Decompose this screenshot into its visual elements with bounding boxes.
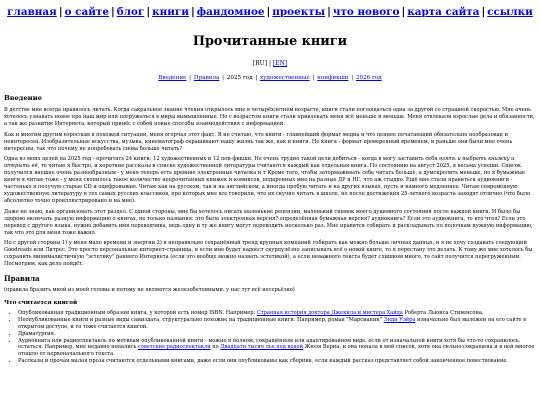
rule-text: по [210,344,221,351]
subnav-separator: | [220,75,226,81]
rule-text: Жюля Верна, и она попала в мой список, хотя она сильно сокращена и в ней многое отошло от первоначального текста. [18,344,535,358]
subnav-link-1[interactable]: Введение [158,75,187,81]
intro-emphasis: взять и выбрать книжку и открыть её [4,156,515,170]
intro-heading: Введение [4,94,42,102]
rule-text: Неопубликованные книги и разные виды самиздата, структурально похожие на традиционные книги. Например, роман "Марсианин" [18,316,384,323]
subnav-separator: | [310,75,317,81]
nav-separator: | [401,6,406,18]
rule-text: Аудиокнига или радиоспектакль по мотивам опубликованной книги - можно в полном, сокращённом или адаптированном виде. если от изначальной книги хотя бы что-то сохранилось. остаться. Например, мне недавно попались [18,337,521,351]
top-navigation [4,6,536,19]
subnav-current: 2025 год [226,75,253,81]
nav-separator: | [146,6,151,18]
intro-paragraph-1: В детстве мне всегда нравилось читать. Когда сакральное знание чтения открылось мне в четырёхлетнем возрасте, книги стали поглощаться одна за другой со страшной скоростью. Мне очень хотелось узнавать новое про наш мир или погружаться в миры вымышленные. Но с возрастом книги стали привлекать меня всё меньше и меньше. Меня отвлекали взрослые дела и обязанности, а так же развитие Интернета, который принёс с собой новые способы взаимодействия с информацией. [4,107,535,127]
rule-link[interactable]: Странная история доктора Джекила и мистера Хайда [256,309,403,316]
subnav-separator: | [253,75,260,81]
rule-text: Рассказы и прочая малая проза считаются отдельными книгами, даже если они опубликованы как сборник, если каждый рассказ представляет собой законченное повествование. [18,358,508,365]
nav-separator: | [327,6,331,18]
intro-paragraph-2: Как и многим другим взрослым в похожей ситуации, меня огорчал этот факт. Я не считаю, что книги - главнейший формат медиа и что ценнее печатающий обязательно необразован и неинтересен. Изобразительные искусства, музыка, кинематограф скрашивают нашу жизнь так же, как и книги. Но книга - формат проверенный временем, и раньше они были мне очень интересны, так что почему не попробовать снова больше читать? [4,131,513,152]
rule-text: Опубликованная традиционным образом книга, у которой есть номер ISBN. Например: [18,309,257,316]
rule-text: Роберта Льюиса Стивенсона. [402,309,484,316]
lang-ru: [RU] [252,60,268,67]
subnav-link-6[interactable]: 2026 год [355,75,382,81]
section-navigation [4,74,536,82]
nav-separator: | [58,6,63,18]
nav-separator: | [266,6,271,18]
lang-en-link[interactable]: [EN] [272,60,288,67]
intro-paragraph-3: Одна из моих целей на 2025 год - прочитать 24 книги: 12 художественных и 12 non-фикшн. Не очень трудно такой цели добиться - когда в могу заставить себя взять и выбрать книжку и открыть её, то читаю я быстро, и короткие рассказы в списке художественной литературы считаются каждый как отдельная книга. По состоянию на август 2025, я весьма успешн. Список получился внешне очень разнообразным - у меня теперь есть древние электронные читалка и т Кроме того, чтобы затормаживать себе читать больше, а думскролить меньше, но я бумажные книги я читаю тоже - у меня скопилось такое количество непрочитанных книжек и комиксов, подаренных мне на разные ДР и НГ, что аж стыдно. Ещё мне стали нравиться аудиокниги - частенько я получую старые CD и оцифровываю. Читаю как на русском, так и на английском, а иногда пробую читать и на других языках, пусть и намного медленнее. Читаю современную художественную литературу и тех самых русских классиков, про которых мне все говорили, что их скучно читать в школе, но после достижения 25-летнего возраста заходят отлично (что было абсолютно точно проиллюстрировано и на мне). [4,156,531,204]
nav-link-1[interactable]: главная [7,6,57,18]
nav-link-5[interactable]: фандомное [196,6,265,18]
rules-list [4,310,536,365]
rule-item [18,338,536,359]
rule-item [18,331,536,338]
subnav-separator: | [187,75,193,81]
page-title: Прочитанные книги [192,34,348,49]
what-counts-heading: Что считается книгой [4,299,78,306]
subnav-link-2[interactable]: Правила [193,75,220,81]
rule-item [18,310,536,317]
nav-link-2[interactable]: о сайте [64,6,109,18]
nav-link-9[interactable]: ссылки [487,6,533,18]
rule-item [18,358,536,365]
rule-link[interactable]: Энди Уэйра [383,316,416,323]
intro-paragraph-4: Даже не знаю, как организовать этот раздел. С одной стороны, мне бы хотелось писать маленькие рецензии, маленький снимок моего душевного состояния после каждой книги. И было бы здорово включать разную информацию о книгах, не только названия: это была электронная версия? определённая бумажная версия? аудиокнига? Если это аудиокнига, то кто чтец? Если это перевод с другого языка, нужно добавить имя переводчика, ведь одну и ту же книгу могут переводить несколько раз. Мне нравится собирать и раскладывать по полочкам нужную информацию, так что это для меня тоже важно. [4,208,533,236]
rules-heading: Правила [4,274,40,284]
rule-item [18,317,536,331]
nav-link-4[interactable]: книги [152,6,189,18]
nav-separator: | [481,6,486,18]
subnav-link-5[interactable]: нонфикшн [317,75,349,81]
nav-link-8[interactable]: карта сайта [407,6,480,18]
nav-separator: | [110,6,115,18]
rules-note: (правила бразить мной из моей головы и потому не являются железобетонными. у нас тут всё несерьёзно) [4,287,295,294]
nav-link-3[interactable]: блог [116,6,145,18]
rule-link[interactable]: советские радиоспектакли [137,344,211,351]
language-switcher: [RU] | [EN] [252,60,288,67]
subnav-link-4[interactable]: художественные [260,75,310,81]
rule-text: изначально был выложен на его сайте в открытом доступе, и то тоже считается книгой. [18,316,527,330]
rule-link[interactable]: Двадцати тысяч лье под водой [220,344,304,351]
intro-paragraph-5: Но с другой стороны 1) у меня мало времени и энергии 2) я неправильно сохранённый тренд крупных компаний собирать как можно больше личных данных, и я не хочу создавать следующий Goodreads или Литрес. Это просто персональные интернет-страница, и если мне будет надоест скурпулёзно записывать всё о новой книге, то я перестану это делать. К тому же мне хотелось бы сохранить минималистичную "эстетику" раннего Интернета (если это вообще можно назвать эстетикой), а если неважного текста будет слишком много, то сайт получится перегруженным. Посмотрим, как дело пойдёт. [4,240,533,268]
nav-link-6[interactable]: проекты [272,6,326,18]
nav-link-7[interactable]: что нового [332,6,400,18]
nav-separator: | [190,6,195,18]
rule-text: Драматургия. [18,330,56,337]
subnav-separator: | [349,75,355,81]
